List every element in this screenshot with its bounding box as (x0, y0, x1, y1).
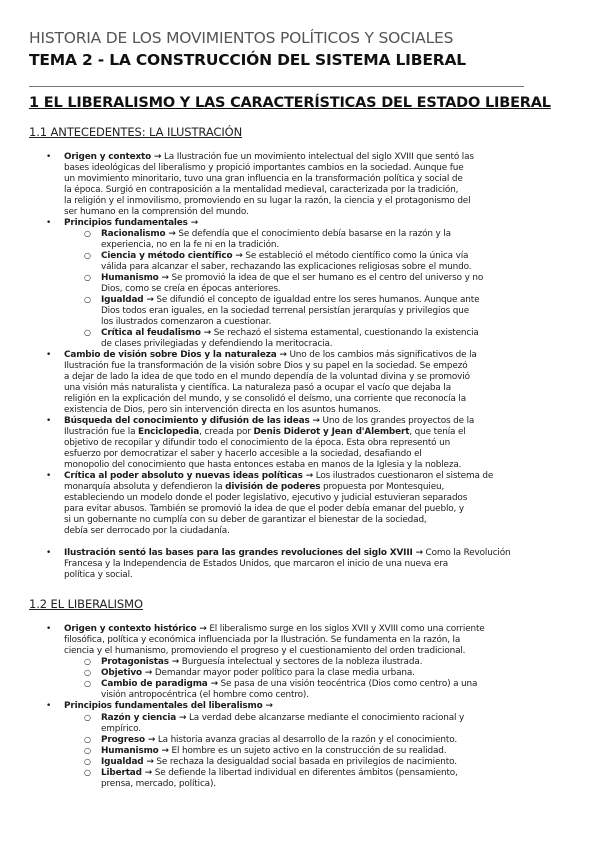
text-line: Dios todos eran iguales, en la sociedad terrenal persistían jerarquías y privilegios que (101, 306, 470, 316)
sub-bullet-icon: ○ (84, 713, 91, 722)
text-line: prensa, mercado, política). (101, 779, 216, 789)
course-title: HISTORIA DE LOS MOVIMIENTOS POLÍTICOS Y SOCIALES (29, 29, 454, 47)
sub-list-item: Ciencia y método científico → Se estableció el método científico como la única vía (101, 251, 469, 261)
bullet-icon: • (46, 548, 52, 558)
text-line: existencia de Dios, pero sin intervención directa en los asuntos humanos. (64, 405, 381, 415)
text-line: si un gobernante no cumplía con su deber de garantizar el bienestar de la sociedad, (64, 515, 427, 525)
sub-list-item: Libertad → Se defiende la libertad individual en diferentes ámbitos (pensamiento, (101, 768, 458, 778)
sub-bullet-icon: ○ (84, 679, 91, 688)
text-line: visión antropocéntrica (el hombre como centro). (101, 690, 309, 700)
sub-bullet-icon: ○ (84, 295, 91, 304)
bullet-icon: • (46, 350, 52, 360)
topic-title: TEMA 2 - LA CONSTRUCCIÓN DEL SISTEMA LIBERAL (29, 51, 466, 69)
sub-list-item: Protagonistas → Burguesía intelectual y sectores de la nobleza ilustrada. (101, 657, 423, 667)
sub-list-item: Objetivo → Demandar mayor poder político para la clase media urbana. (101, 668, 415, 678)
list-item: Origen y contexto histórico → El liberalismo surge en los siglos XVII y XVIII como una corriente (64, 624, 485, 634)
text-line: estableciendo un modelo donde el poder legislativo, ejecutivo y judicial estuvieran separados (64, 493, 468, 503)
text-line: los ilustrados comenzaron a cuestionar. (101, 317, 272, 327)
bullet-icon: • (46, 416, 52, 426)
subsection-heading-1-1: 1.1 ANTECEDENTES: LA ILUSTRACIÓN (29, 125, 243, 139)
text-line: política y social. (64, 570, 133, 580)
sub-list-item: Razón y ciencia → La verdad debe alcanzarse mediante el conocimiento racional y (101, 713, 465, 723)
text-line: de clases privilegiadas y defendiendo la meritocracia. (101, 339, 333, 349)
sub-bullet-icon: ○ (84, 746, 91, 755)
subsection-heading-1-2: 1.2 EL LIBERALISMO (29, 597, 143, 611)
title-divider (29, 86, 524, 87)
text-line: un movimiento minoritario, tuvo una gran influencia en la transformación política y social de (64, 174, 463, 184)
list-item: Origen y contexto → La Ilustración fue un movimiento intelectual del siglo XVIII que sentó las (64, 152, 474, 162)
sub-bullet-icon: ○ (84, 251, 91, 260)
bullet-icon: • (46, 152, 52, 162)
bullet-icon: • (46, 471, 52, 481)
list-item: Cambio de visión sobre Dios y la naturaleza → Uno de los cambios más significativos de la (64, 350, 477, 360)
text-line: monarquía absoluta y defendieron la división de poderes propuesta por Montesquieu, (64, 482, 445, 492)
sub-bullet-icon: ○ (84, 328, 91, 337)
text-line: empírico. (101, 724, 141, 734)
text-line: para evitar abusos. También se promovió la idea de que el poder debía emanar del pueblo, y (64, 504, 464, 514)
list-item: Principios fundamentales del liberalismo → (64, 701, 273, 711)
text-line: objetivo de recopilar y difundir todo el conocimiento de la época. Esta obra representó un (64, 438, 451, 448)
sub-bullet-icon: ○ (84, 768, 91, 777)
text-line: Ilustración fue la Enciclopedia, creada por Denis Diderot y Jean d'Alembert, que tenía el (64, 427, 466, 437)
text-line: Francesa y la Independencia de Estados Unidos, que marcaron el inicio de una nueva era (64, 559, 448, 569)
sub-bullet-icon: ○ (84, 757, 91, 766)
text-line: debía ser derrocado por la ciudadanía. (64, 526, 230, 536)
sub-list-item: Cambio de paradigma → Se pasa de una visión teocéntrica (Dios como centro) a una (101, 679, 478, 689)
text-line: religión en la explicación del mundo, y se consolidó el deísmo, una corriente que reconocía la (64, 394, 467, 404)
sub-list-item: Igualdad → Se difundió el concepto de igualdad entre los seres humanos. Aunque ante (101, 295, 480, 305)
list-item: Principios fundamentales → (64, 218, 199, 228)
text-line: una visión más naturalista y científica. La naturaleza pasó a ocupar el vacío que dejaba la (64, 383, 451, 393)
text-line: monopolio del conocimiento que hasta entonces estaba en manos de la Iglesia y la nobleza. (64, 460, 462, 470)
text-line: Dios, como se creía en épocas anteriores. (101, 284, 281, 294)
sub-list-item: Igualdad → Se rechaza la desigualdad social basada en privilegios de nacimiento. (101, 757, 457, 767)
text-line: esfuerzo por democratizar el saber y hacerlo accesible a la sociedad, desafiando el (64, 449, 422, 459)
sub-bullet-icon: ○ (84, 668, 91, 677)
sub-list-item: Crítica al feudalismo → Se rechazó el sistema estamental, cuestionando la existencia (101, 328, 479, 338)
text-line: bases ideológicas del liberalismo y propició importantes cambios en la sociedad. Aunque fue (64, 163, 464, 173)
list-item: Ilustración sentó las bases para las grandes revoluciones del siglo XVIII → Como la Revolución (64, 548, 511, 558)
text-line: ser humano en la comprensión del mundo. (64, 207, 249, 217)
sub-bullet-icon: ○ (84, 273, 91, 282)
text-line: Ilustración fue la transformación de la visión sobre Dios y su papel en la sociedad. Se empezó (64, 361, 468, 371)
section-heading: 1 EL LIBERALISMO Y LAS CARACTERÍSTICAS DEL ESTADO LIBERAL (29, 95, 551, 111)
sub-list-item: Humanismo → Se promovió la idea de que el ser humano es el centro del universo y no (101, 273, 484, 283)
bullet-icon: • (46, 701, 52, 711)
sub-list-item: Racionalismo → Se defendía que el conocimiento debía basarse en la razón y la (101, 229, 451, 239)
bullet-icon: • (46, 218, 52, 228)
list-item: Búsqueda del conocimiento y difusión de las ideas → Uno de los grandes proyectos de la (64, 416, 475, 426)
sub-bullet-icon: ○ (84, 657, 91, 666)
bullet-icon: • (46, 624, 52, 634)
text-line: experiencia, no en la fe ni en la tradición. (101, 240, 280, 250)
list-item: Crítica al poder absoluto y nuevas ideas políticas → Los ilustrados cuestionaron el sistema de (64, 471, 494, 481)
text-line: filosófica, política y económica influenciada por la Ilustración. Se fundamenta en la razón, la (64, 635, 461, 645)
sub-list-item: Progreso → La historia avanza gracias al desarrollo de la razón y el conocimiento. (101, 735, 457, 745)
text-line: válida para alcanzar el saber, rechazando las explicaciones religiosas sobre el mundo. (101, 262, 472, 272)
text-line: a dejar de lado la idea de que todo en el mundo dependía de la voluntad divina y se promovió (64, 372, 470, 382)
sub-bullet-icon: ○ (84, 735, 91, 744)
sub-list-item: Humanismo → El hombre es un sujeto activo en la construcción de su realidad. (101, 746, 447, 756)
text-line: la religión y el inmovilismo, promoviendo en su lugar la razón, la ciencia y el protagonismo del (64, 196, 471, 206)
text-line: la época. Surgió en contraposición a la mentalidad medieval, caracterizada por la tradición, (64, 185, 459, 195)
text-line: ciencia y el humanismo, promoviendo el progreso y el cuestionamiento del orden tradicional. (64, 646, 466, 656)
sub-bullet-icon: ○ (84, 229, 91, 238)
